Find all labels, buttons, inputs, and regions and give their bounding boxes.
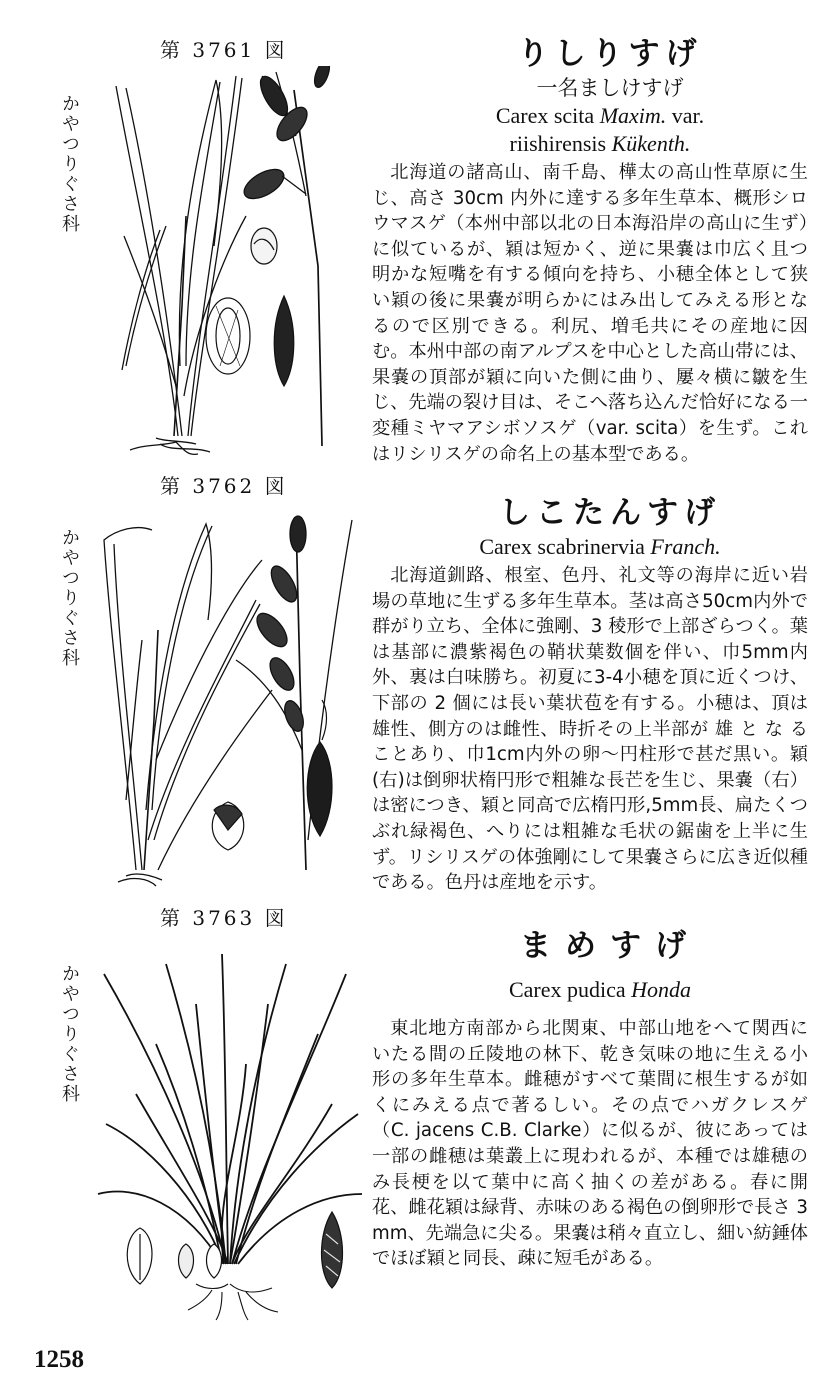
entry-scabrinervia [372, 493, 808, 896]
family-label-2: かやつりぐさ科 [59, 528, 80, 668]
scientific-author: Honda [631, 977, 692, 1002]
scientific-rank: var. [671, 103, 705, 128]
description: 北海道釧路、根室、色丹、礼文等の海岸に近い岩場の草地に生ずる多年生草本。茎は高さ50cm内外で群がり立ち、全体に強剛、3 稜形で上部ざらつく。葉は基部に濃紫褐色の鞘状葉数個を伴い、巾5mm内外、裏は白味勝ち。初夏に3-4小穂を頂に近くつけ、下部の 2 個には長い葉状苞を有する。小穂は、頂は雄性、側方のは雌性、時折その上半部が 雄 と な ることあり、巾1cm内外の卵～円柱形で甚だ黒い。穎(右)は倒卵状楕円形で粗雑な長芒を生じ、果嚢（右）は密につき、穎と同高で広楕円形,5mm長、扁たくつぶれ緑褐色、へりには粗雑な毛状の鋸歯を上半に生ず。リシリスゲの体強剛にして果嚢さらに広き近似種である。色丹は産地を示す。 [372, 565, 808, 894]
scientific-name [392, 976, 808, 1004]
figure-number-3763: 第 3763 図 [160, 906, 288, 930]
plant-illustration-riishirensis [96, 66, 366, 456]
scientific-name-variety [392, 130, 808, 158]
figure-number-3761: 第 3761 図 [160, 38, 288, 62]
entry-pudica [372, 926, 808, 1272]
description: 東北地方南部から北関東、中部山地をへて関西にいたる間の丘陵地の林下、乾き気味の地に生える小形の多年生草本。雌穂がすべて葉間に根生するが如くにみえる点で著るしい。その点でハガクレスゲ（C. jacens C.B. Clarke）に似るが、彼にあっては一部の雌穂は葉叢上に現われるが、本種では雄穂のみ長梗を以て葉中に高く抽くの差がある。春に開花、雌花穎は緑背、赤味のある褐色の倒卵形で長さ 3mm、先端急に尖る。果嚢は稍々直立し、細い紡錘体でほぼ穎と同長、疎に短毛がある。 [372, 1018, 808, 1270]
family-label-1: かやつりぐさ科 [59, 94, 80, 234]
scientific-variety-author: Kükenth. [611, 131, 691, 156]
scientific-genus-species: Carex scita [495, 103, 595, 128]
scientific-author: Maxim. [599, 103, 667, 128]
japanese-name: しこたんすげ [499, 495, 721, 531]
alternate-name: 一名ましけすげ [536, 76, 684, 100]
japanese-name: りしりすげ [517, 36, 703, 72]
page-number: 1258 [34, 1346, 84, 1373]
japanese-name: まめすげ [520, 928, 700, 964]
description: 北海道の諸高山、南千島、樺太の高山性草原に生じ、高さ 30cm 内外に達する多年生草本、概形シロウマスゲ（本州中部以北の日本海沿岸の高山に生ず）に似ているが、穎は短かく、逆に果嚢は巾広く且つ明かな短嘴を有する傾向を持ち、小穂全体として狭い穎の後に果嚢が明らかにはみ出してみえる形となるので区別できる。利尻、増毛共にその産地に因む。本州中部の南アルプスを中心とした高山帯には、果嚢の頂部が穎に向いた側に曲り、屢々横に皺を生じ、先端の裂け目は、そこへ落ち込んだ恰好になる一変種ミヤマアシボソスゲ（var. scita）を生ず。これはリシリスゲの命名上の基本型である。 [372, 162, 808, 465]
scientific-genus-species: Carex pudica [508, 977, 626, 1002]
plant-illustration-pudica [96, 944, 366, 1324]
scientific-name [392, 102, 808, 130]
scientific-genus-species: Carex scabrinervia [479, 534, 645, 559]
entry-riishirensis [372, 34, 808, 467]
figure-number-3762: 第 3762 図 [160, 474, 288, 498]
family-label-3: かやつりぐさ科 [59, 964, 80, 1104]
scientific-variety: riishirensis [509, 131, 607, 156]
scientific-name [392, 533, 808, 561]
scientific-author: Franch. [650, 534, 721, 559]
plant-illustration-scabrinervia [96, 510, 366, 890]
